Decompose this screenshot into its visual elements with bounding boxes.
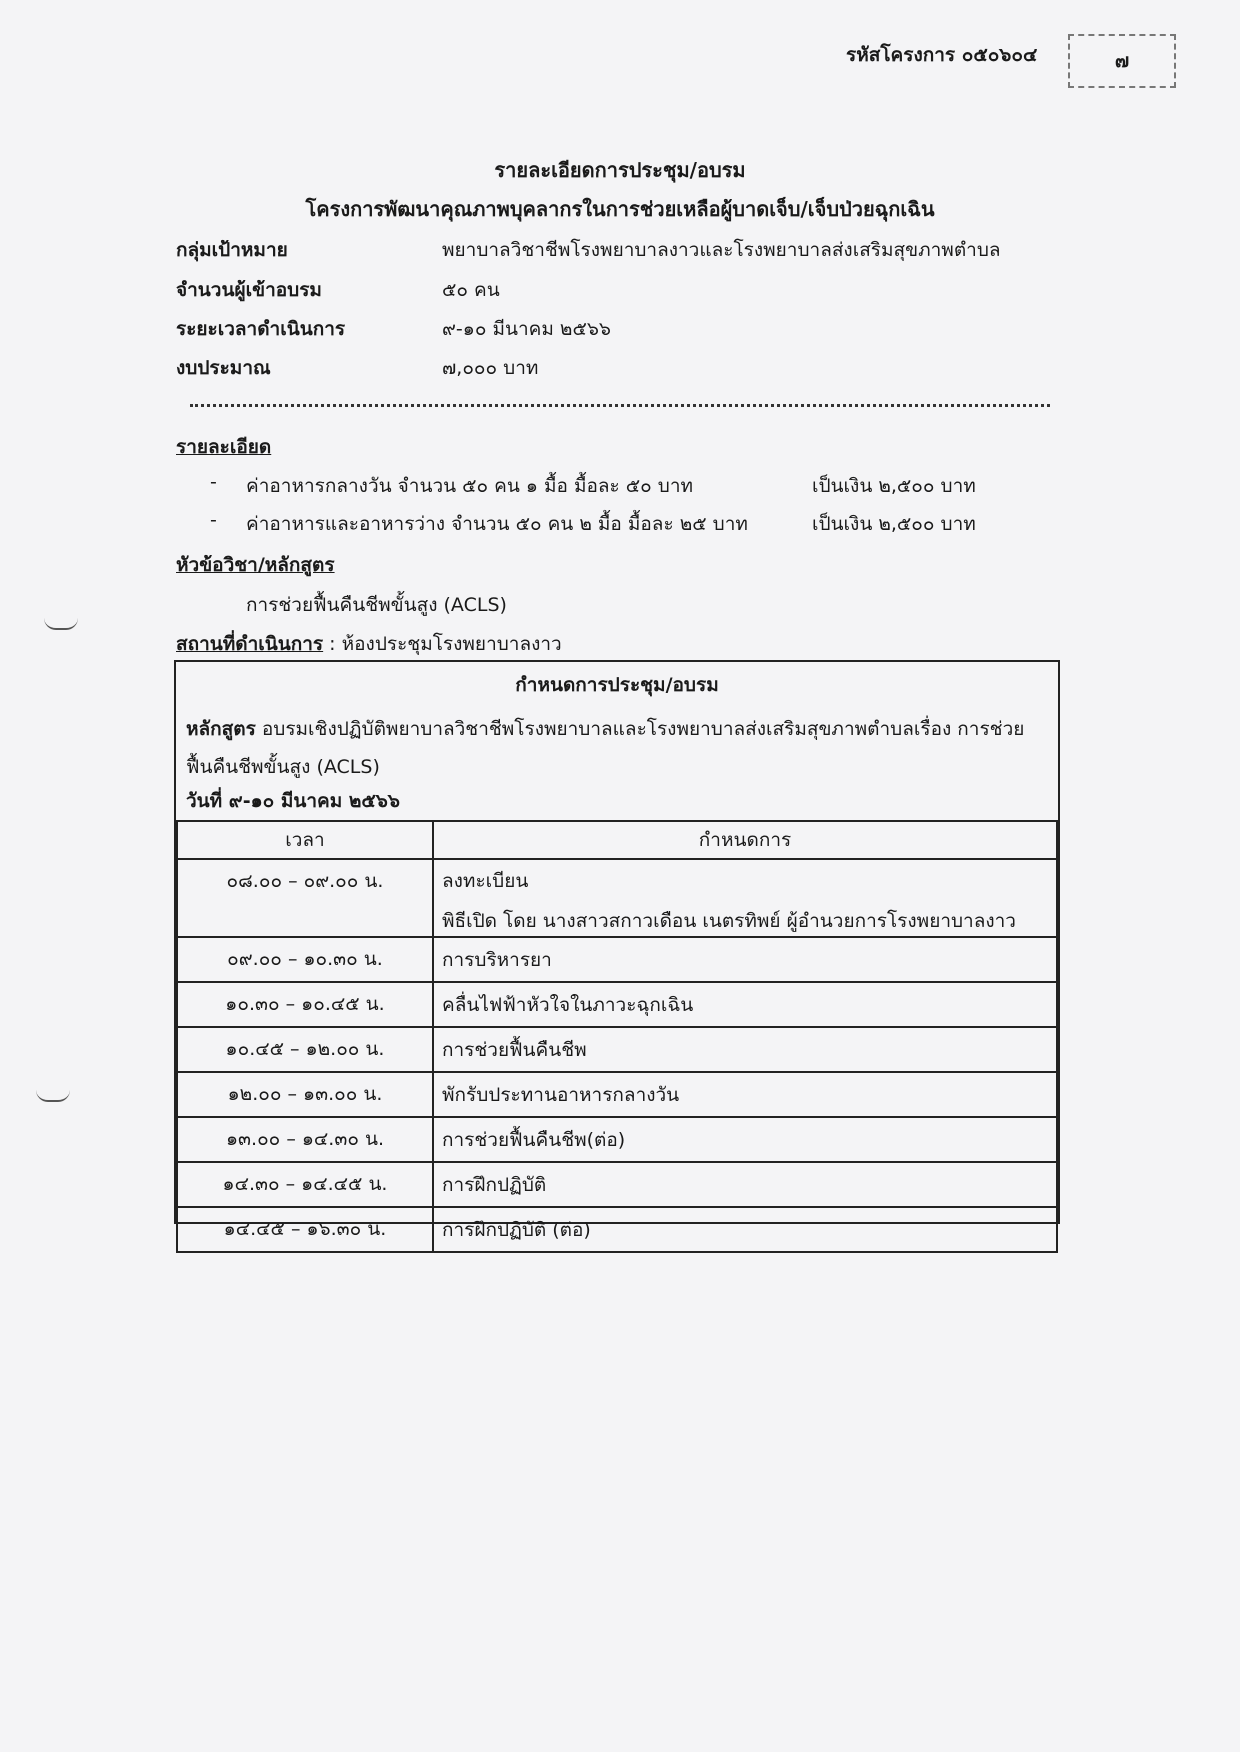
curriculum-label: หลักสูตร [186, 718, 256, 740]
table-row [177, 1027, 1057, 1072]
cost-desc: ค่าอาหารกลางวัน จำนวน ๕๐ คน ๑ มื้อ มื้อละ ๕๐ บาท [246, 475, 694, 497]
time-cell: ๑๔.๔๕ – ๑๖.๓๐ น. [177, 1207, 433, 1252]
time-cell: ๑๓.๐๐ – ๑๔.๓๐ น. [177, 1117, 433, 1162]
details-heading: รายละเอียด [176, 436, 272, 458]
scan-mark [44, 618, 78, 630]
venue-label: สถานที่ดำเนินการ [176, 633, 324, 655]
cost-amount: เป็นเงิน ๒,๕๐๐ บาท [812, 475, 976, 497]
activity-line: พิธีเปิด โดย นางสาวสกาวเดือน เนตรทิพย์ ผู้อำนวยการโรงพยาบาลงาว [442, 910, 1016, 932]
activity-line: ลงทะเบียน [442, 870, 529, 892]
table-row [177, 1162, 1057, 1207]
meta-label: จำนวนผู้เข้าอบรม [176, 279, 322, 301]
time-cell: ๑๐.๓๐ – ๑๐.๔๕ น. [177, 982, 433, 1027]
schedule-heading: กำหนดการประชุม/อบรม [515, 674, 719, 696]
bullet: - [210, 509, 217, 531]
meta-value: ๙-๑๐ มีนาคม ๒๕๖๖ [442, 318, 611, 340]
table-header-row [177, 821, 1057, 859]
time-cell: ๑๒.๐๐ – ๑๓.๐๐ น. [177, 1072, 433, 1117]
activity-cell [433, 859, 1057, 937]
course-name: การช่วยฟื้นคืนชีพขั้นสูง (ACLS) [246, 594, 507, 616]
activity-cell: การบริหารยา [433, 937, 1057, 982]
column-header-activity: กำหนดการ [433, 821, 1057, 859]
subjects-heading: หัวข้อวิชา/หลักสูตร [176, 554, 335, 576]
activity-cell: การช่วยฟื้นคืนชีพ(ต่อ) [433, 1117, 1057, 1162]
scan-mark [36, 1090, 70, 1102]
activity-cell: คลื่นไฟฟ้าหัวใจในภาวะฉุกเฉิน [433, 982, 1057, 1027]
activity-cell: พักรับประทานอาหารกลางวัน [433, 1072, 1057, 1117]
meta-value: ๗,๐๐๐ บาท [442, 357, 539, 379]
table-row [177, 1072, 1057, 1117]
time-cell: ๐๘.๐๐ – ๐๙.๐๐ น. [177, 859, 433, 937]
time-cell: ๐๙.๐๐ – ๑๐.๓๐ น. [177, 937, 433, 982]
document-title: รายละเอียดการประชุม/อบรม [494, 158, 746, 182]
column-header-time: เวลา [177, 821, 433, 859]
venue-value: : ห้องประชุมโรงพยาบาลงาว [323, 633, 562, 655]
page-number: ๗ [1114, 50, 1130, 72]
project-title: โครงการพัฒนาคุณภาพบุคลากรในการช่วยเหลือผู้บาดเจ็บ/เจ็บป่วยฉุกเฉิน [305, 197, 935, 221]
meta-label: ระยะเวลาดำเนินการ [176, 318, 346, 340]
time-cell: ๑๔.๓๐ – ๑๔.๔๕ น. [177, 1162, 433, 1207]
curriculum-text: อบรมเชิงปฏิบัติพยาบาลวิชาชีพโรงพยาบาลและโรงพยาบาลส่งเสริมสุขภาพตำบลเรื่อง การช่วยฟื้นคืนชีพขั้นสูง (ACLS) [186, 718, 1025, 778]
activity-cell: การช่วยฟื้นคืนชีพ [433, 1027, 1057, 1072]
time-cell: ๑๐.๔๕ – ๑๒.๐๐ น. [177, 1027, 433, 1072]
schedule-box [174, 660, 1060, 1241]
cost-amount: เป็นเงิน ๒,๕๐๐ บาท [812, 513, 976, 535]
activity-cell: การฝึกปฏิบัติ (ต่อ) [433, 1207, 1057, 1252]
meta-value: ๕๐ คน [442, 279, 500, 301]
cost-desc: ค่าอาหารและอาหารว่าง จำนวน ๕๐ คน ๒ มื้อ มื้อละ ๒๕ บาท [246, 513, 748, 535]
bullet: - [210, 471, 217, 493]
page-number-box [1068, 34, 1176, 88]
table-row [177, 982, 1057, 1027]
schedule-date: วันที่ ๙-๑๐ มีนาคม ๒๕๖๖ [186, 790, 400, 812]
meta-label: กลุ่มเป้าหมาย [176, 239, 288, 261]
table-row [177, 859, 1057, 937]
table-row [177, 1207, 1057, 1252]
activity-cell: การฝึกปฏิบัติ [433, 1162, 1057, 1207]
venue [176, 629, 562, 659]
meta-label: งบประมาณ [176, 357, 271, 379]
table-row [177, 1117, 1057, 1162]
project-code: รหัสโครงการ ๐๕๐๖๐๔ [846, 44, 1038, 66]
agenda-table [176, 820, 1058, 1253]
table-row [177, 937, 1057, 982]
meta-value: พยาบาลวิชาชีพโรงพยาบาลงาวและโรงพยาบาลส่งเสริมสุขภาพตำบล [442, 239, 1001, 261]
dotted-divider [190, 404, 1050, 407]
curriculum [186, 710, 1048, 786]
